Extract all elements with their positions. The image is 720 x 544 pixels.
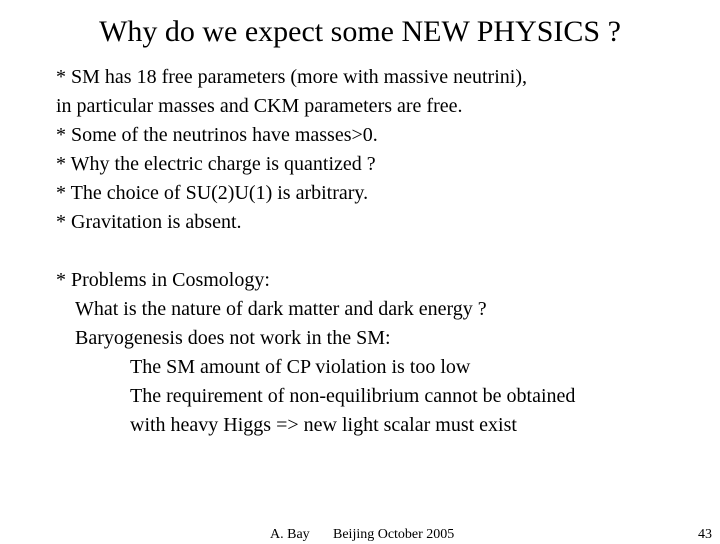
bullet-charge-quantization: * Why the electric charge is quantized ? <box>56 153 376 175</box>
bullet-gravitation: * Gravitation is absent. <box>56 211 242 233</box>
bullet-sm-parameters-continued: in particular masses and CKM parameters are free. <box>56 95 463 117</box>
cosmology-item-dark-matter: What is the nature of dark matter and dark energy ? <box>75 298 487 320</box>
bullet-sm-parameters: * SM has 18 free parameters (more with massive neutrini), <box>56 66 527 88</box>
slide-title: Why do we expect some NEW PHYSICS ? <box>99 15 621 48</box>
cosmology-subitem-non-equilibrium: The requirement of non-equilibrium cannot be obtained <box>130 385 576 407</box>
bullet-cosmology-heading: * Problems in Cosmology: <box>56 269 270 291</box>
bullet-gauge-group: * The choice of SU(2)U(1) is arbitrary. <box>56 182 369 204</box>
cosmology-subitem-cp-violation: The SM amount of CP violation is too low <box>130 356 471 378</box>
slide-body <box>56 63 696 440</box>
page-number: 43 <box>698 527 712 542</box>
footer-author: A. Bay <box>270 527 310 542</box>
cosmology-subitem-light-scalar: with heavy Higgs => new light scalar must exist <box>130 414 517 436</box>
bullet-neutrino-masses: * Some of the neutrinos have masses>0. <box>56 124 378 146</box>
cosmology-item-baryogenesis: Baryogenesis does not work in the SM: <box>75 327 391 349</box>
paragraph-gap <box>56 237 696 266</box>
footer-event: Beijing October 2005 <box>333 527 455 542</box>
